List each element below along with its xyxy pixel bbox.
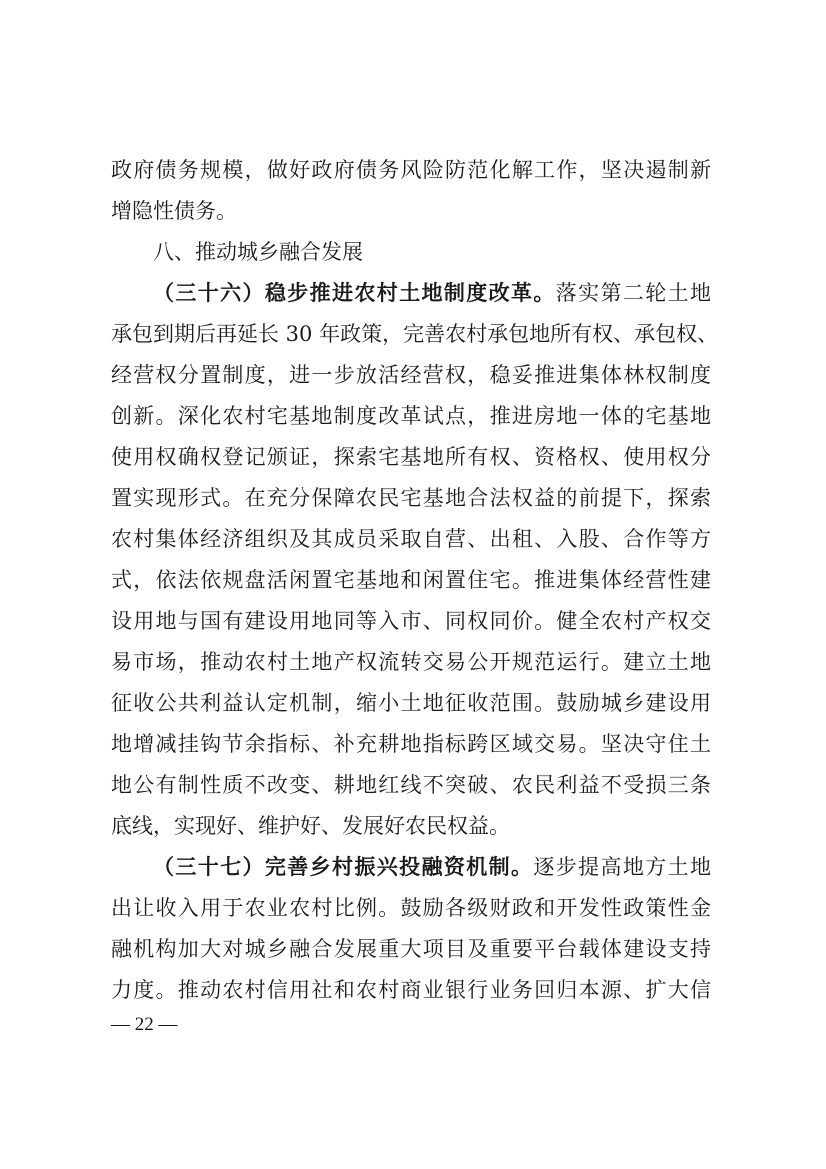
- text-line: 经营权分置制度，进一步放活经营权，稳妥推进集体林权制度: [111, 363, 711, 387]
- text-line: 融机构加大对城乡融合发展重大项目及重要平台载体建设支持: [111, 937, 711, 961]
- text-line: 承包到期后再延长 30 年政策，完善农村承包地所有权、承包权、: [111, 322, 719, 346]
- text-line: 出让收入用于农业农村比例。鼓励各级财政和开发性政策性金: [111, 896, 711, 920]
- paragraph-lead-line: [153, 847, 711, 887]
- text-line: 设用地与国有建设用地同等入市、同权同价。健全农村产权交: [111, 609, 711, 633]
- text-line: 政府债务规模，做好政府债务风险防范化解工作，坚决遏制新: [111, 158, 711, 182]
- text-line: 创新。深化农村宅基地制度改革试点，推进房地一体的宅基地: [111, 404, 711, 428]
- text-line: 农村集体经济组织及其成员采取自营、出租、入股、合作等方: [111, 527, 711, 551]
- item-text: 落实第二轮土地: [555, 281, 711, 305]
- text-line: 底线，实现好、维护好、发展好农民权益。: [111, 814, 510, 838]
- text-line: 征收公共利益认定机制，缩小土地征收范围。鼓励城乡建设用: [111, 691, 711, 715]
- text-line: 地增减挂钩节余指标、补充耕地指标跨区域交易。坚决守住土: [111, 732, 711, 756]
- text-line: 易市场，推动农村土地产权流转交易公开规范运行。建立土地: [111, 650, 711, 674]
- text-line: 力度。推动农村信用社和农村商业银行业务回归本源、扩大信: [111, 978, 711, 1002]
- text-line: 置实现形式。在充分保障农民宅基地合法权益的前提下，探索: [111, 486, 711, 510]
- text-line: 地公有制性质不改变、耕地红线不突破、农民利益不受损三条: [111, 773, 711, 797]
- text-line: 使用权确权登记颁证，探索宅基地所有权、资格权、使用权分: [111, 445, 711, 469]
- item-title: 稳步推进农村土地制度改革。: [264, 281, 556, 305]
- paragraph-lead-line: [153, 273, 711, 313]
- text-line: 增隐性债务。: [111, 199, 237, 223]
- item-text: 逐步提高地方土地: [533, 855, 711, 879]
- item-number: （三十六）: [153, 281, 265, 305]
- item-title: 完善乡村振兴投融资机制。: [264, 855, 534, 879]
- text-line: 式，依法依规盘活闲置宅基地和闲置住宅。推进集体经营性建: [111, 568, 711, 592]
- item-number: （三十七）: [153, 855, 265, 879]
- page-number: — 22 —: [111, 1014, 178, 1035]
- section-heading: 八、推动城乡融合发展: [153, 240, 363, 264]
